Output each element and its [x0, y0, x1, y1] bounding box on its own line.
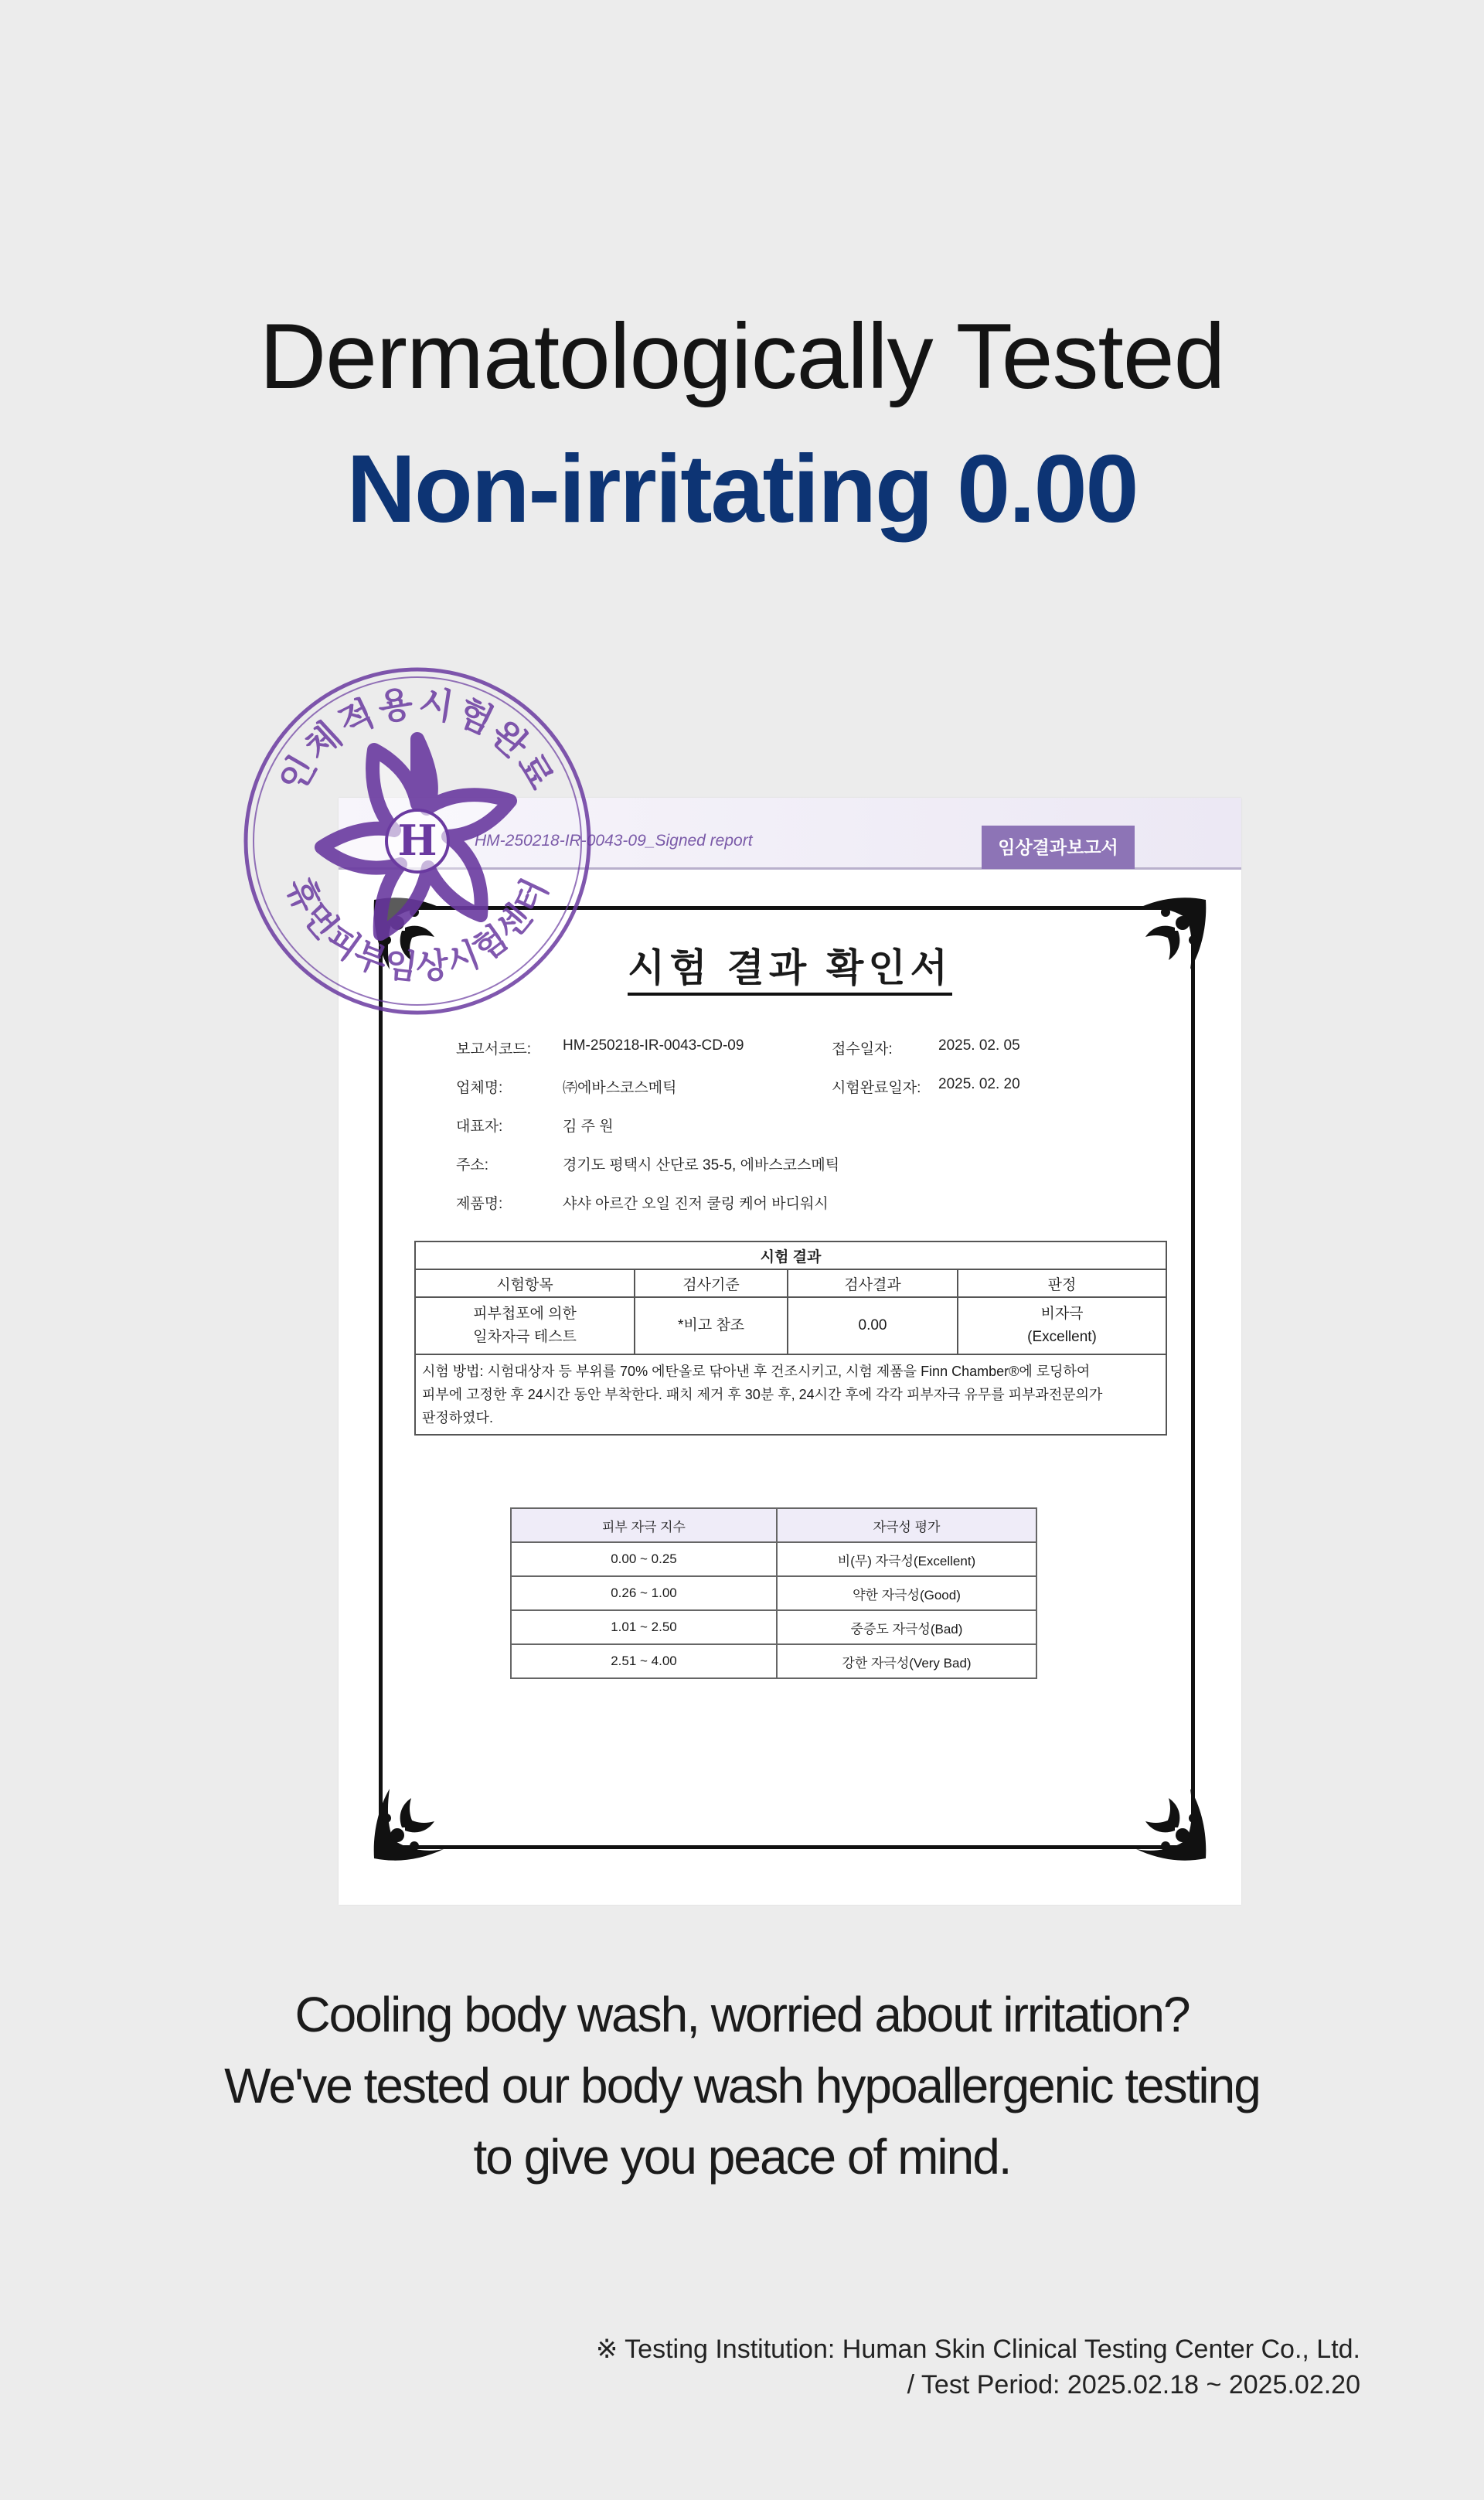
completed-date-label: 시험완료일자: — [832, 1080, 921, 1096]
company-value: ㈜에바스코스메틱 — [563, 1080, 677, 1096]
scale-rating: 비(무) 자극성(Excellent) — [777, 1542, 1036, 1576]
footnote-line: ※ Testing Institution: Human Skin Clinical Testing Center Co., Ltd. — [595, 2335, 1360, 2364]
verdict-line: (Excellent) — [1027, 1329, 1097, 1345]
scale-range: 0.26 ~ 1.00 — [511, 1576, 777, 1610]
results-header: 시험항목 — [415, 1269, 635, 1297]
scale-header: 자극성 평가 — [777, 1508, 1036, 1542]
results-header: 검사기준 — [635, 1269, 788, 1297]
results-header: 판정 — [958, 1269, 1166, 1297]
certification-seal-icon — [232, 656, 603, 1027]
seal-letter: H — [397, 816, 437, 865]
scale-range: 2.51 ~ 4.00 — [511, 1644, 777, 1678]
test-results-table — [414, 1241, 1167, 1436]
received-date-label: 접수일자: — [832, 1041, 893, 1058]
table-row — [511, 1644, 1036, 1678]
verdict-cell — [958, 1297, 1166, 1354]
scale-header: 피부 자극 지수 — [511, 1508, 777, 1542]
report-code-label: 보고서코드: — [456, 1041, 532, 1058]
body-line: Cooling body wash, worried about irritation? — [294, 1987, 1190, 2042]
report-tag: 임상결과보고서 — [982, 826, 1135, 869]
method-line: 시험 방법: 시험대상자 등 부위를 70% 에탄올로 닦아낸 후 건조시키고, 시험 제품을 Finn Chamber®에 로딩하여 — [422, 1364, 1091, 1379]
company-label: 업체명: — [456, 1080, 503, 1096]
corner-ornament-icon — [366, 1766, 467, 1866]
ceo-label: 대표자: — [456, 1119, 503, 1135]
seal-bottom-text: 휴먼피부임상시험센터 — [277, 871, 557, 989]
product-label: 제품명: — [456, 1196, 503, 1212]
product-value: 샤샤 아르간 오일 진저 쿨링 케어 바디워시 — [563, 1196, 829, 1212]
method-line: 판정하였다. — [422, 1410, 493, 1425]
scale-range: 0.00 ~ 0.25 — [511, 1542, 777, 1576]
verdict-line: 비자극 — [1040, 1306, 1084, 1322]
test-method-cell — [415, 1354, 1166, 1435]
body-line: to give you peace of mind. — [473, 2129, 1011, 2185]
ceo-value: 김 주 원 — [563, 1119, 614, 1135]
table-row — [511, 1542, 1036, 1576]
test-standard-cell: *비고 참조 — [635, 1297, 788, 1354]
corner-ornament-icon — [1113, 1766, 1213, 1866]
address-value: 경기도 평택시 산단로 35-5, 에바스코스메틱 — [563, 1157, 840, 1173]
irritation-scale-table — [510, 1507, 1037, 1679]
method-line: 피부에 고정한 후 24시간 동안 부착한다. 패치 제거 후 30분 후, 24시간 후에 각각 피부자극 유무를 피부과전문의가 — [422, 1387, 1103, 1402]
body-line: We've tested our body wash hypoallergenic testing — [224, 2058, 1260, 2113]
footnote-line: / Test Period: 2025.02.18 ~ 2025.02.20 — [907, 2370, 1360, 2400]
results-caption: 시험 결과 — [415, 1241, 1166, 1269]
page-subtitle: Non-irritating 0.00 — [346, 436, 1138, 543]
report-file-code: HM-250218-IR-0043-09_Signed report — [475, 832, 753, 850]
seal-top-text: 인체적용시험완료 — [271, 681, 564, 799]
certificate-title-text: 시험 결과 확인서 — [628, 946, 952, 996]
test-item-line: 피부첩포에 의한 — [473, 1306, 577, 1322]
completed-date-value: 2025. 02. 20 — [938, 1076, 1020, 1092]
test-result-cell: 0.00 — [788, 1297, 958, 1354]
received-date-value: 2025. 02. 05 — [938, 1037, 1020, 1054]
scale-rating: 중증도 자극성(Bad) — [777, 1610, 1036, 1644]
body-copy — [0, 1979, 1484, 2192]
page-title: Dermatologically Tested — [259, 305, 1225, 408]
results-header: 검사결과 — [788, 1269, 958, 1297]
address-label: 주소: — [456, 1157, 488, 1173]
test-item-line: 일차자극 테스트 — [473, 1329, 577, 1345]
test-item-cell — [415, 1297, 635, 1354]
table-row — [511, 1610, 1036, 1644]
report-code-value: HM-250218-IR-0043-CD-09 — [563, 1037, 744, 1054]
scale-range: 1.01 ~ 2.50 — [511, 1610, 777, 1644]
scale-rating: 강한 자극성(Very Bad) — [777, 1644, 1036, 1678]
testing-footnote — [596, 2331, 1360, 2403]
table-row — [511, 1576, 1036, 1610]
scale-rating: 약한 자극성(Good) — [777, 1576, 1036, 1610]
table-row — [415, 1297, 1166, 1354]
